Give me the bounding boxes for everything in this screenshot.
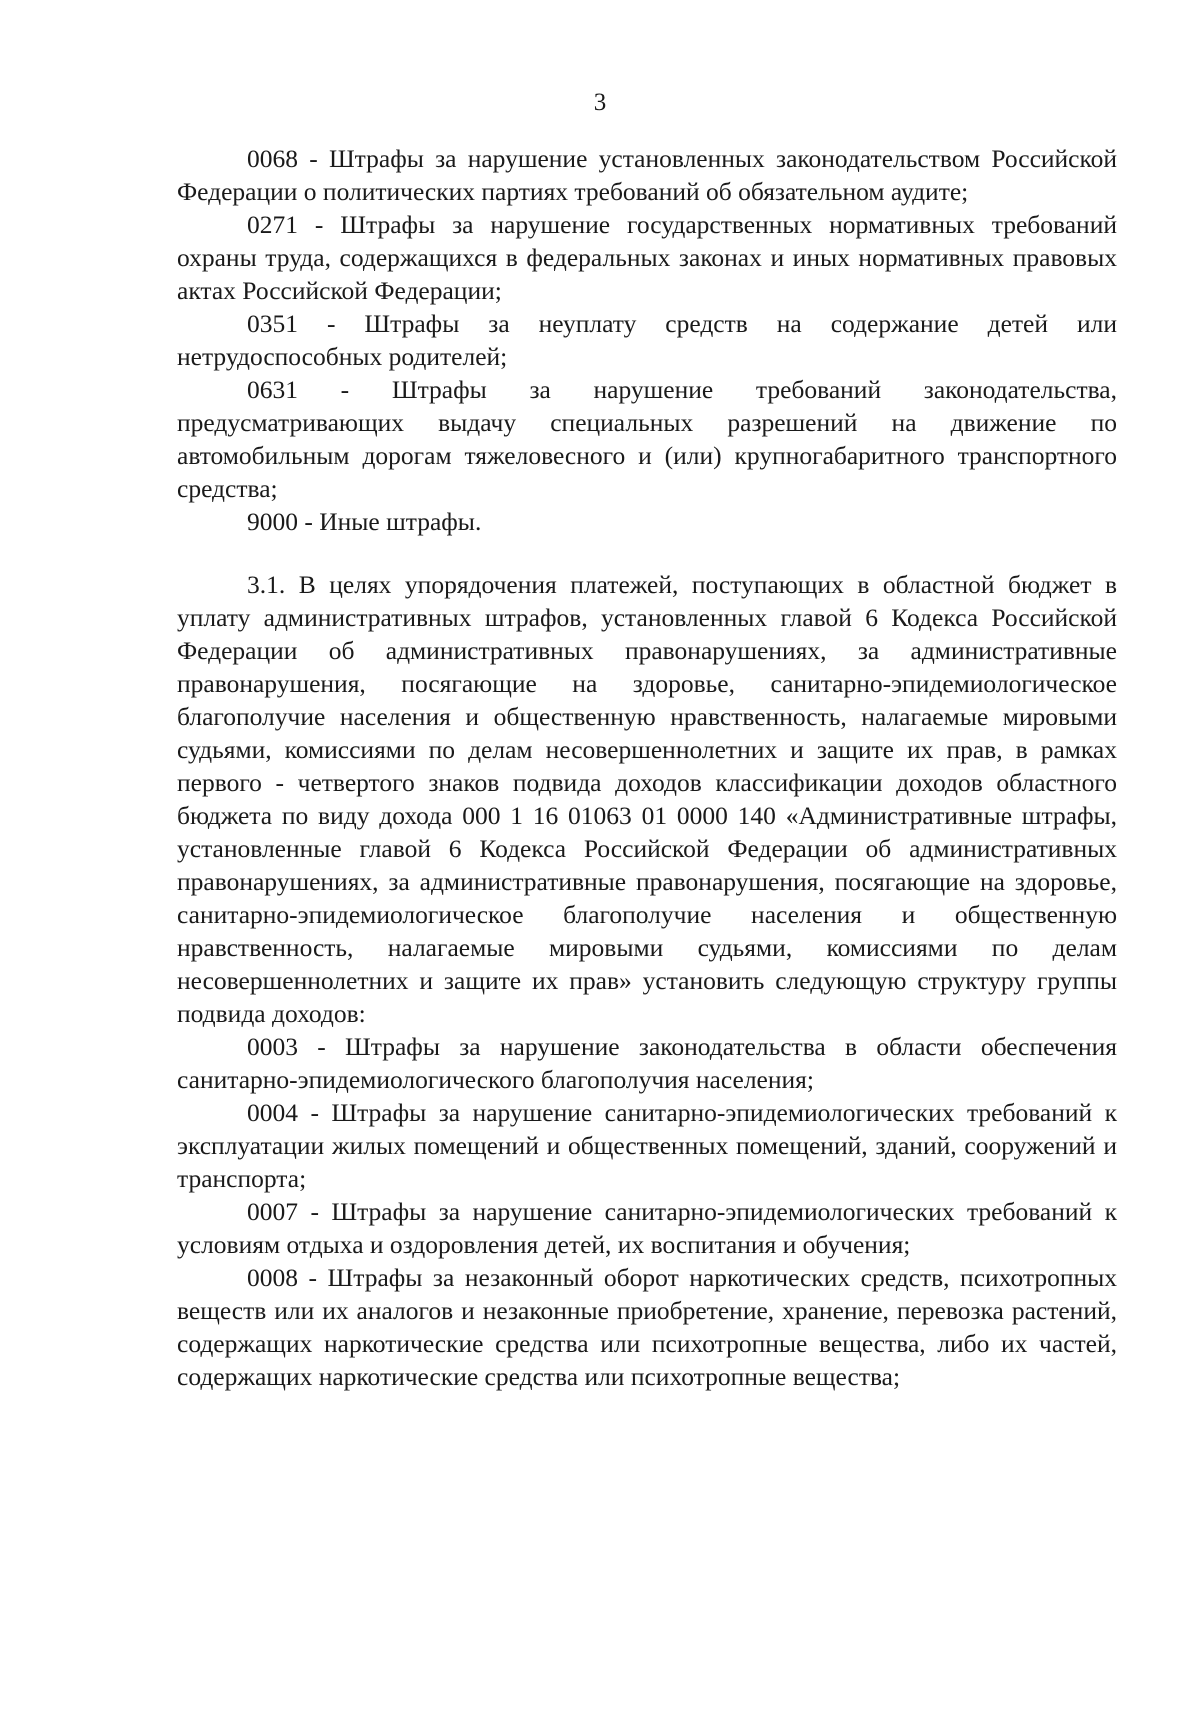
fine-item-0003: 0003 - Штрафы за нарушение законодательства в области обеспечения санитарно-эпидемиологического благополучия населения;: [177, 1032, 1117, 1094]
fine-item-0631: 0631 - Штрафы за нарушение требований законодательства, предусматривающих выдачу специальных разрешений на движение по автомобильным дорогам тяжеловесного и (или) крупногабаритного транспортного средства;: [177, 375, 1117, 503]
fine-item-0008: 0008 - Штрафы за незаконный оборот наркотических средств, психотропных веществ или их аналогов и незаконные приобретение, хранение, перевозка растений, содержащих наркотические средства или психотропные вещества, либо их частей, содержащих наркотические средства или психотропные вещества;: [177, 1263, 1117, 1391]
section-spacer: [177, 538, 1117, 568]
fine-item-0068: 0068 - Штрафы за нарушение установленных законодательством Российской Федерации о политических партиях требований об обязательном аудите;: [177, 144, 1117, 206]
document-body: [177, 142, 1117, 1393]
fine-item-0271: 0271 - Штрафы за нарушение государственных нормативных требований охраны труда, содержащихся в федеральных законах и иных нормативных правовых актах Российской Федерации;: [177, 210, 1117, 305]
fine-item-0007: 0007 - Штрафы за нарушение санитарно-эпидемиологических требований к условиям отдыха и оздоровления детей, их воспитания и обучения;: [177, 1197, 1117, 1259]
page-number: 3: [593, 89, 607, 116]
fine-item-0351: 0351 - Штрафы за неуплату средств на содержание детей или нетрудоспособных родителей;: [177, 309, 1117, 371]
section-3-1-intro: 3.1. В целях упорядочения платежей, поступающих в областной бюджет в уплату административных штрафов, установленных главой 6 Кодекса Российской Федерации об административных правонарушениях, за административные правонарушения, посягающие на здоровье, санитарно-эпидемиологическое благополучие населения и общественную нравственность, налагаемые мировыми судьями, комиссиями по делам несовершеннолетних и защите их прав, в рамках первого - четвертого знаков подвида доходов классификации доходов областного бюджета по виду дохода 000 1 16 01063 01 0000 140 «Административные штрафы, установленные главой 6 Кодекса Российской Федерации об административных правонарушениях, за административные правонарушения, посягающие на здоровье, санитарно-эпидемиологическое благополучие населения и общественную нравственность, налагаемые мировыми судьями, комиссиями по делам несовершеннолетних и защите их прав» установить следующую структуру группы подвида доходов:: [177, 570, 1117, 1028]
fine-item-0004: 0004 - Штрафы за нарушение санитарно-эпидемиологических требований к эксплуатации жилых помещений и общественных помещений, зданий, сооружений и транспорта;: [177, 1098, 1117, 1193]
fine-item-9000: 9000 - Иные штрафы.: [247, 507, 482, 536]
